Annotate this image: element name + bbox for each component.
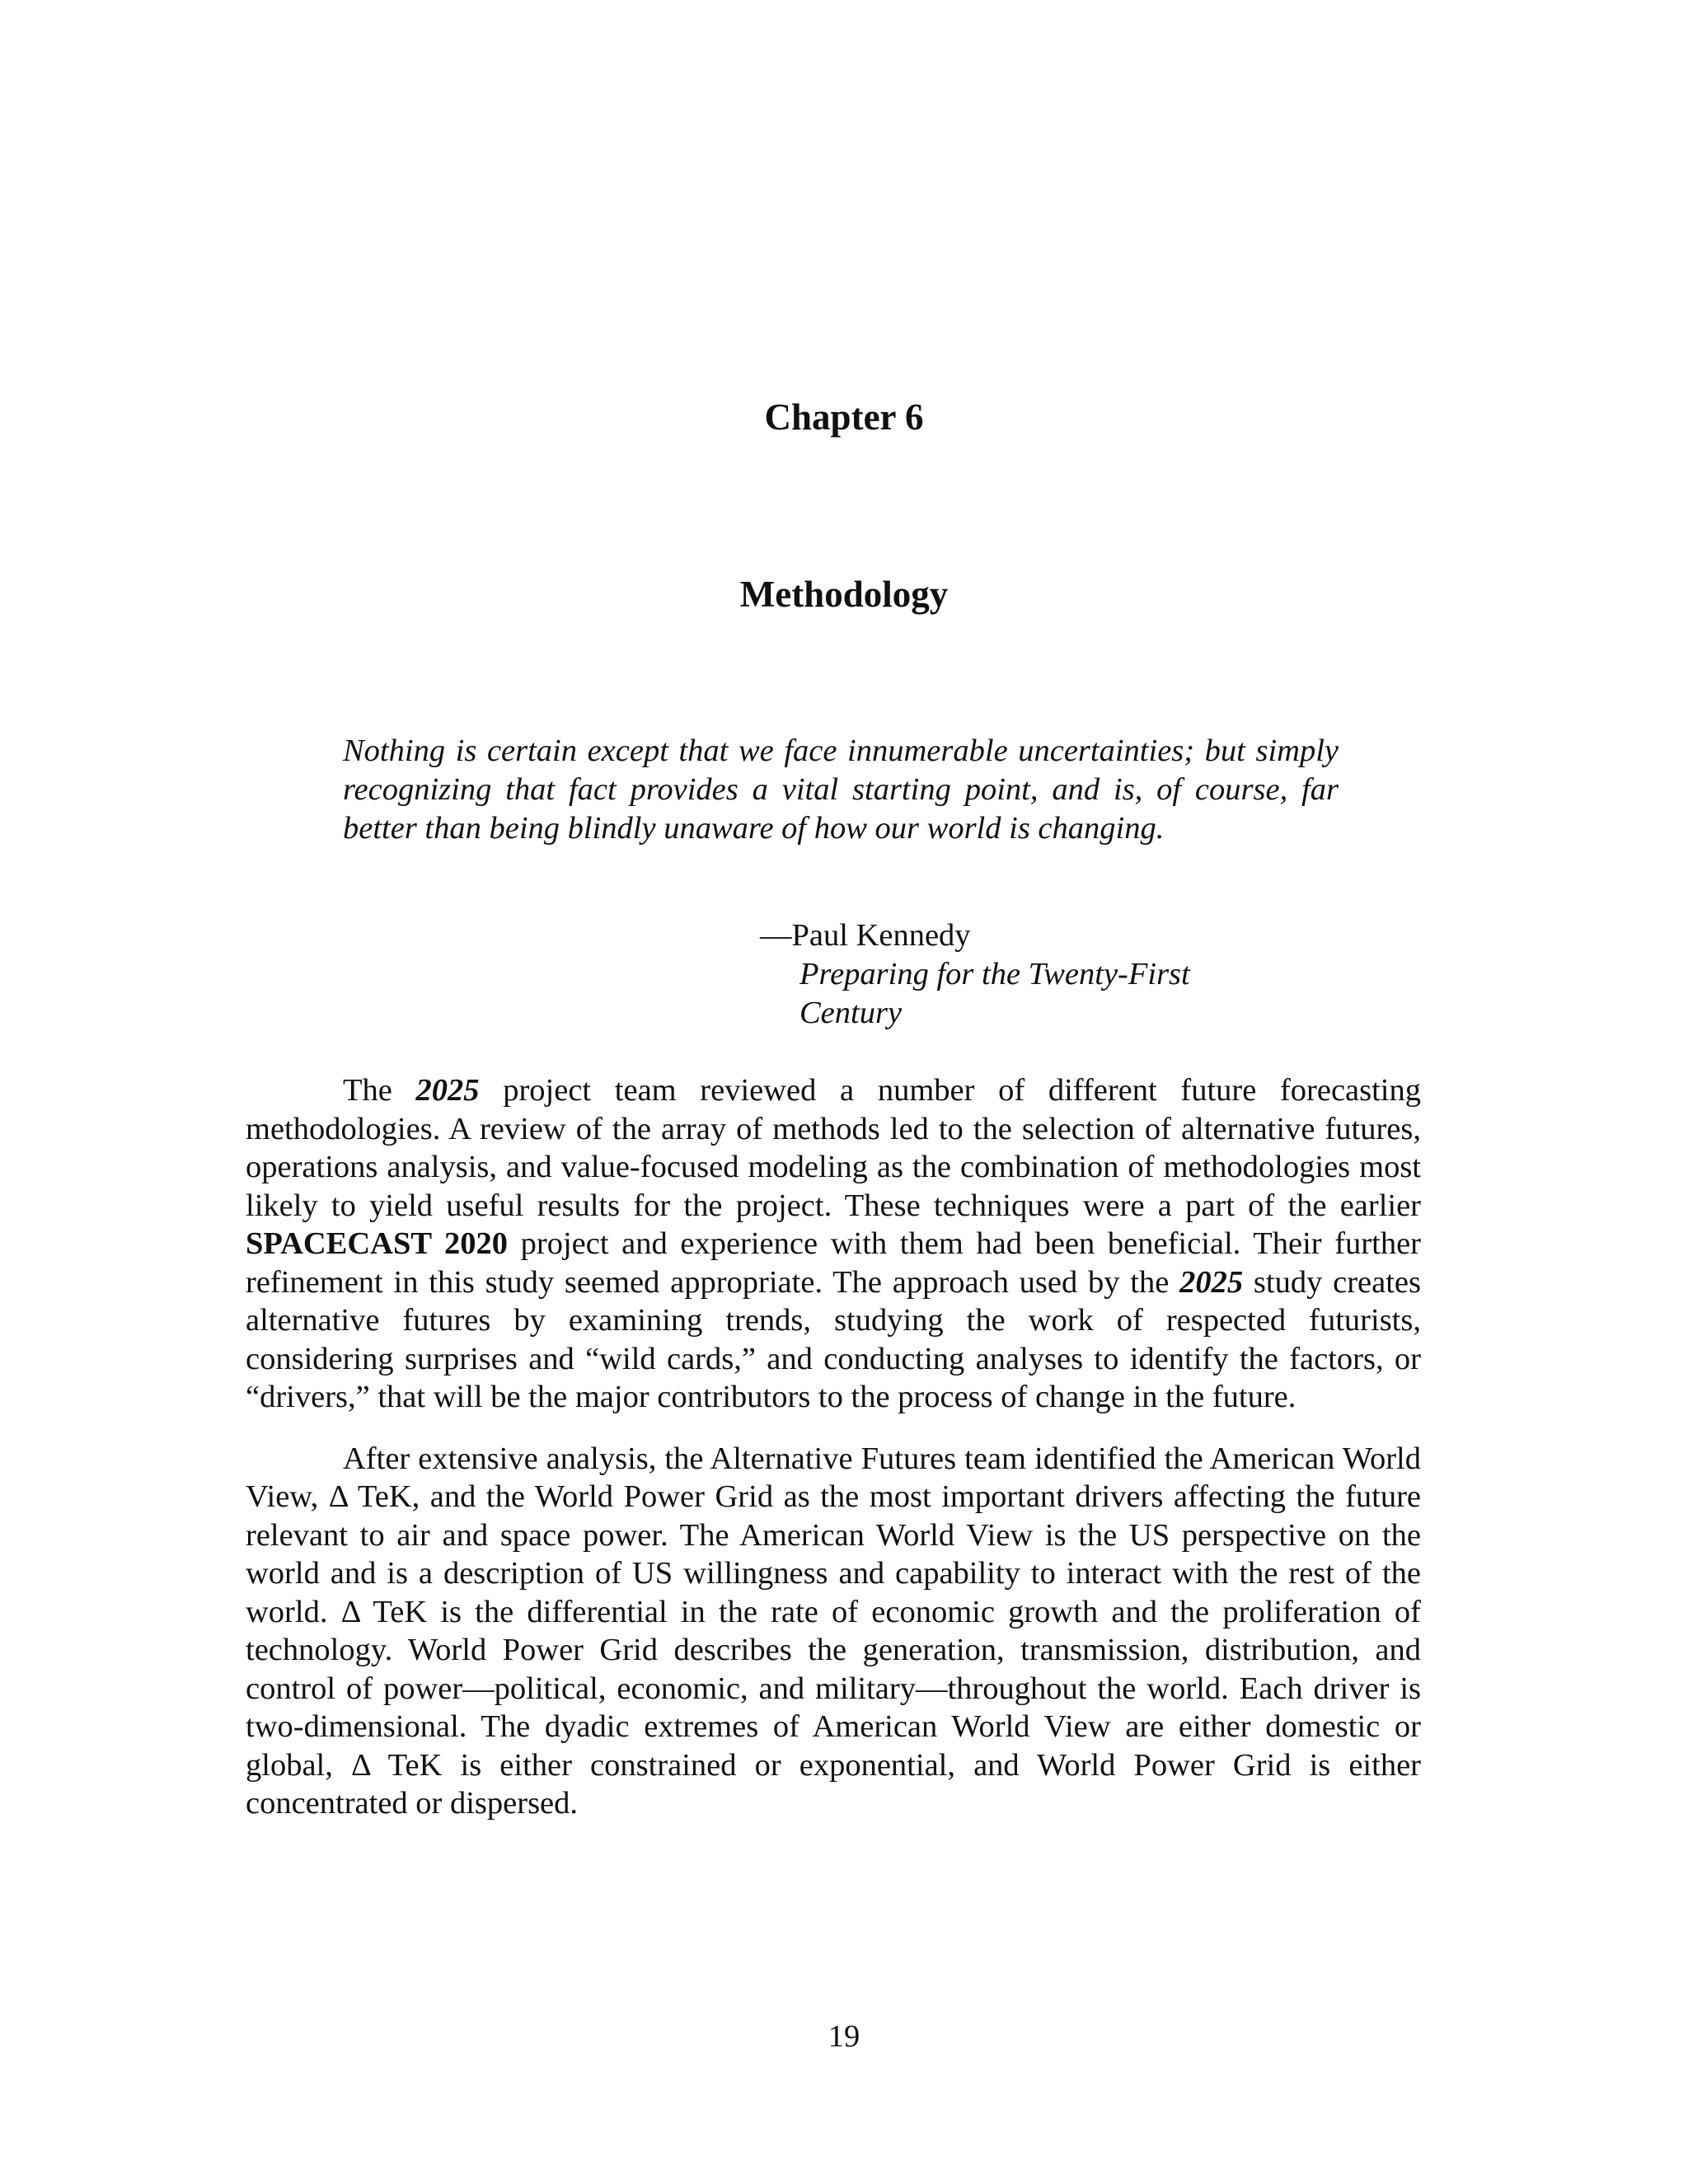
paragraph-1	[246, 1071, 1421, 1417]
epigraph-attribution	[760, 916, 1337, 1033]
body-text	[246, 1071, 1421, 1846]
project-name-2025: 2025	[415, 1073, 480, 1108]
paragraph-2: After extensive analysis, the Alternative Futures team identified the American World View, Δ TeK, and the World Power Grid as the most important drivers affecting the future relevant to air and space power. The American World View is the US perspective on the world and is a description of US willingness and capability to interact with the rest of the world. Δ TeK is the differential in the rate of economic growth and the proliferation of technology. World Power Grid describes the generation, transmission, distribution, and control of power—political, economic, and military—throughout the world. Each driver is two-dimensional. The dyadic extremes of American World View are either domestic or global, Δ TeK is either constrained or exponential, and World Power Grid is either concentrated or dispersed.	[246, 1441, 1421, 1821]
section-title: Methodology	[739, 574, 949, 615]
paragraph-1-text: The	[343, 1073, 416, 1108]
project-name-spacecast: SPACECAST 2020	[246, 1226, 508, 1261]
epigraph-source: Preparing for the Twenty-First Century	[799, 957, 1190, 1030]
chapter-label: Chapter 6	[764, 396, 924, 438]
paragraph-1-text: project team reviewed a number of different future forecasting methodologies. A review of the array of methods led to the selection of alternative futures, operations analysis, and value-focused modeling as the combination of methodologies most likely to yield useful results for the project. These techniques were a part of the earlier	[246, 1073, 1422, 1223]
project-name-2025: 2025	[1179, 1264, 1244, 1300]
epigraph-author: —Paul Kennedy	[760, 918, 971, 953]
paragraph-1-text: study creates alternative futures by examining trends, studying the work of respected futurists, considering surprises and “wild cards,” and conducting analyses to identify the factors, or “drivers,” that will be the major contributors to the process of change in the future.	[246, 1264, 1421, 1414]
epigraph-quote: Nothing is certain except that we face innumerable uncertainties; but simply recognizing that fact provides a vital starting point, and is, of course, far better than being blindly unaware of how our world is changing.	[343, 733, 1339, 846]
page-number: 19	[828, 2019, 860, 2054]
paragraph-1-text: project and experience with them had been beneficial. Their further refinement in this study seemed appropriate. The approach used by the	[246, 1226, 1421, 1300]
